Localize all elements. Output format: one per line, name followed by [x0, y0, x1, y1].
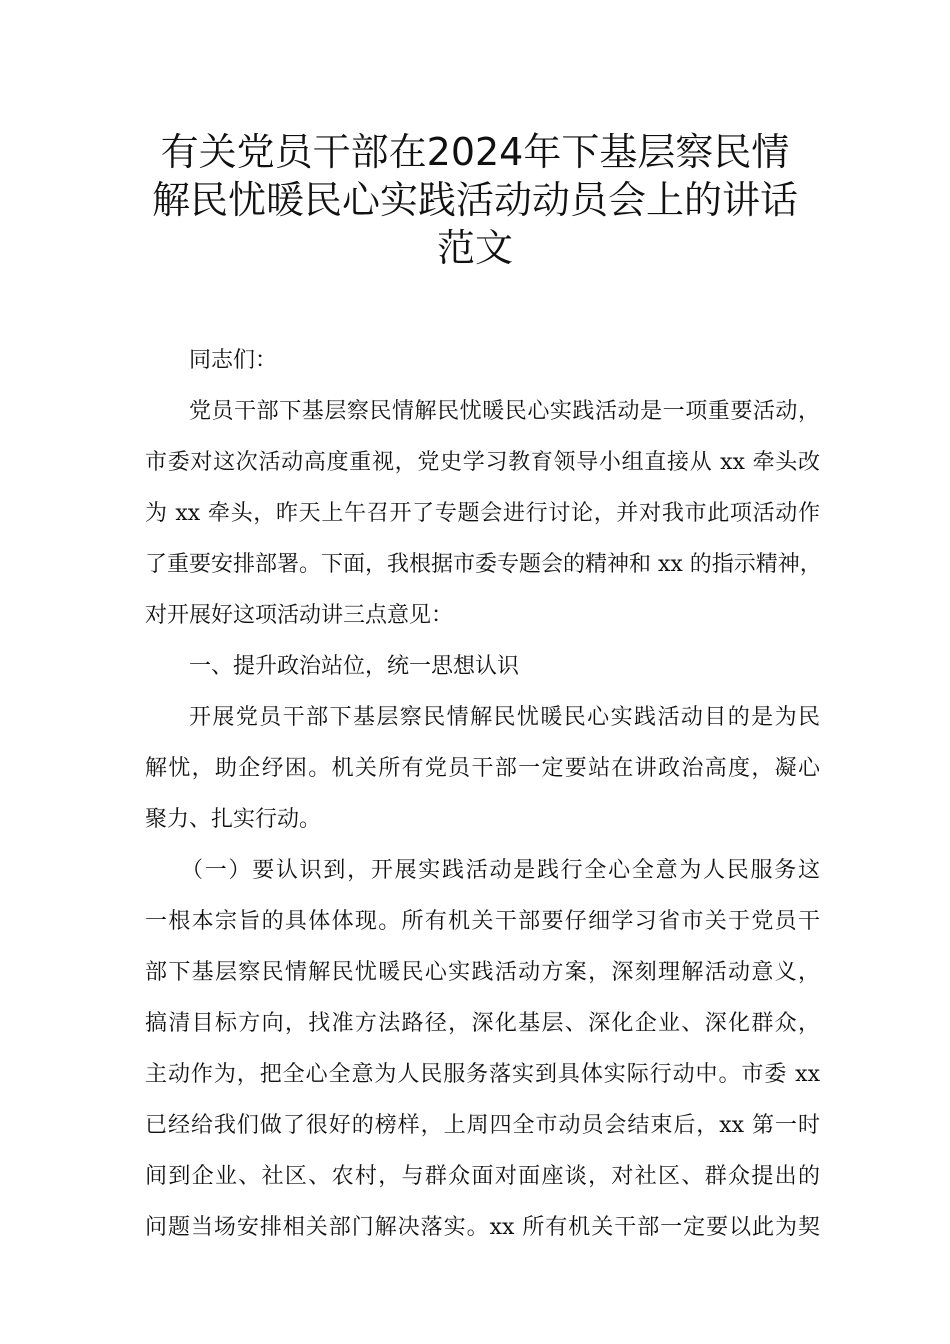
paragraph-line: 已经给我们做了很好的榜样，上周四全市动员会结束后，xx 第一时 [145, 1113, 820, 1138]
section-heading-1 [145, 641, 820, 692]
paragraph-line: 党员干部下基层察民情解民忧暖民心实践活动是一项重要活动， [189, 399, 820, 424]
paragraph-subsection-1 [145, 845, 820, 1253]
paragraph-line: 部下基层察民情解民忧暖民心实践活动方案，深刻理解活动意义， [145, 960, 820, 985]
paragraph-line: 为 xx 牵头，昨天上午召开了专题会进行讨论，并对我市此项活动作 [145, 501, 820, 526]
paragraph-line: 聚力、扎实行动。 [145, 807, 322, 832]
paragraph-line: 间到企业、社区、农村，与群众面对面座谈，对社区、群众提出的 [145, 1164, 820, 1189]
salutation: 同志们： [189, 348, 278, 373]
paragraph-line: 对开展好这项活动讲三点意见： [145, 603, 454, 628]
paragraph-line: 解忧，助企纾困。机关所有党员干部一定要站在讲政治高度，凝心 [145, 756, 820, 781]
document-body [145, 335, 820, 1253]
document-title [120, 128, 830, 272]
paragraph-line: 主动作为，把全心全意为人民服务落实到具体实际行动中。市委 xx [145, 1062, 820, 1087]
paragraph-line: 搞清目标方向，找准方法路径，深化基层、深化企业、深化群众， [145, 1011, 820, 1036]
paragraph-line: 了重要安排部署。下面，我根据市委专题会的精神和 xx 的指示精神， [145, 552, 822, 577]
paragraph-section-1 [145, 692, 820, 845]
paragraph-line: 一根本宗旨的具体体现。所有机关干部要仔细学习省市关于党员干 [145, 909, 820, 934]
paragraph-line: （一）要认识到，开展实践活动是践行全心全意为人民服务这 [181, 858, 820, 883]
paragraph-intro [145, 386, 820, 641]
title-line-2: 解民忧暖民心实践活动动员会上的讲话 [151, 178, 798, 222]
salutation-paragraph [145, 335, 820, 386]
paragraph-line: 开展党员干部下基层察民情解民忧暖民心实践活动目的是为民 [189, 705, 820, 730]
title-line-1: 有关党员干部在2024年下基层察民情 [160, 130, 790, 174]
title-line-3: 范文 [436, 226, 513, 270]
paragraph-line: 市委对这次活动高度重视，党史学习教育领导小组直接从 xx 牵头改 [145, 450, 820, 475]
section-heading-text: 一、提升政治站位，统一思想认识 [189, 654, 520, 679]
paragraph-line: 问题当场安排相关部门解决落实。xx 所有机关干部一定要以此为契 [145, 1215, 820, 1240]
